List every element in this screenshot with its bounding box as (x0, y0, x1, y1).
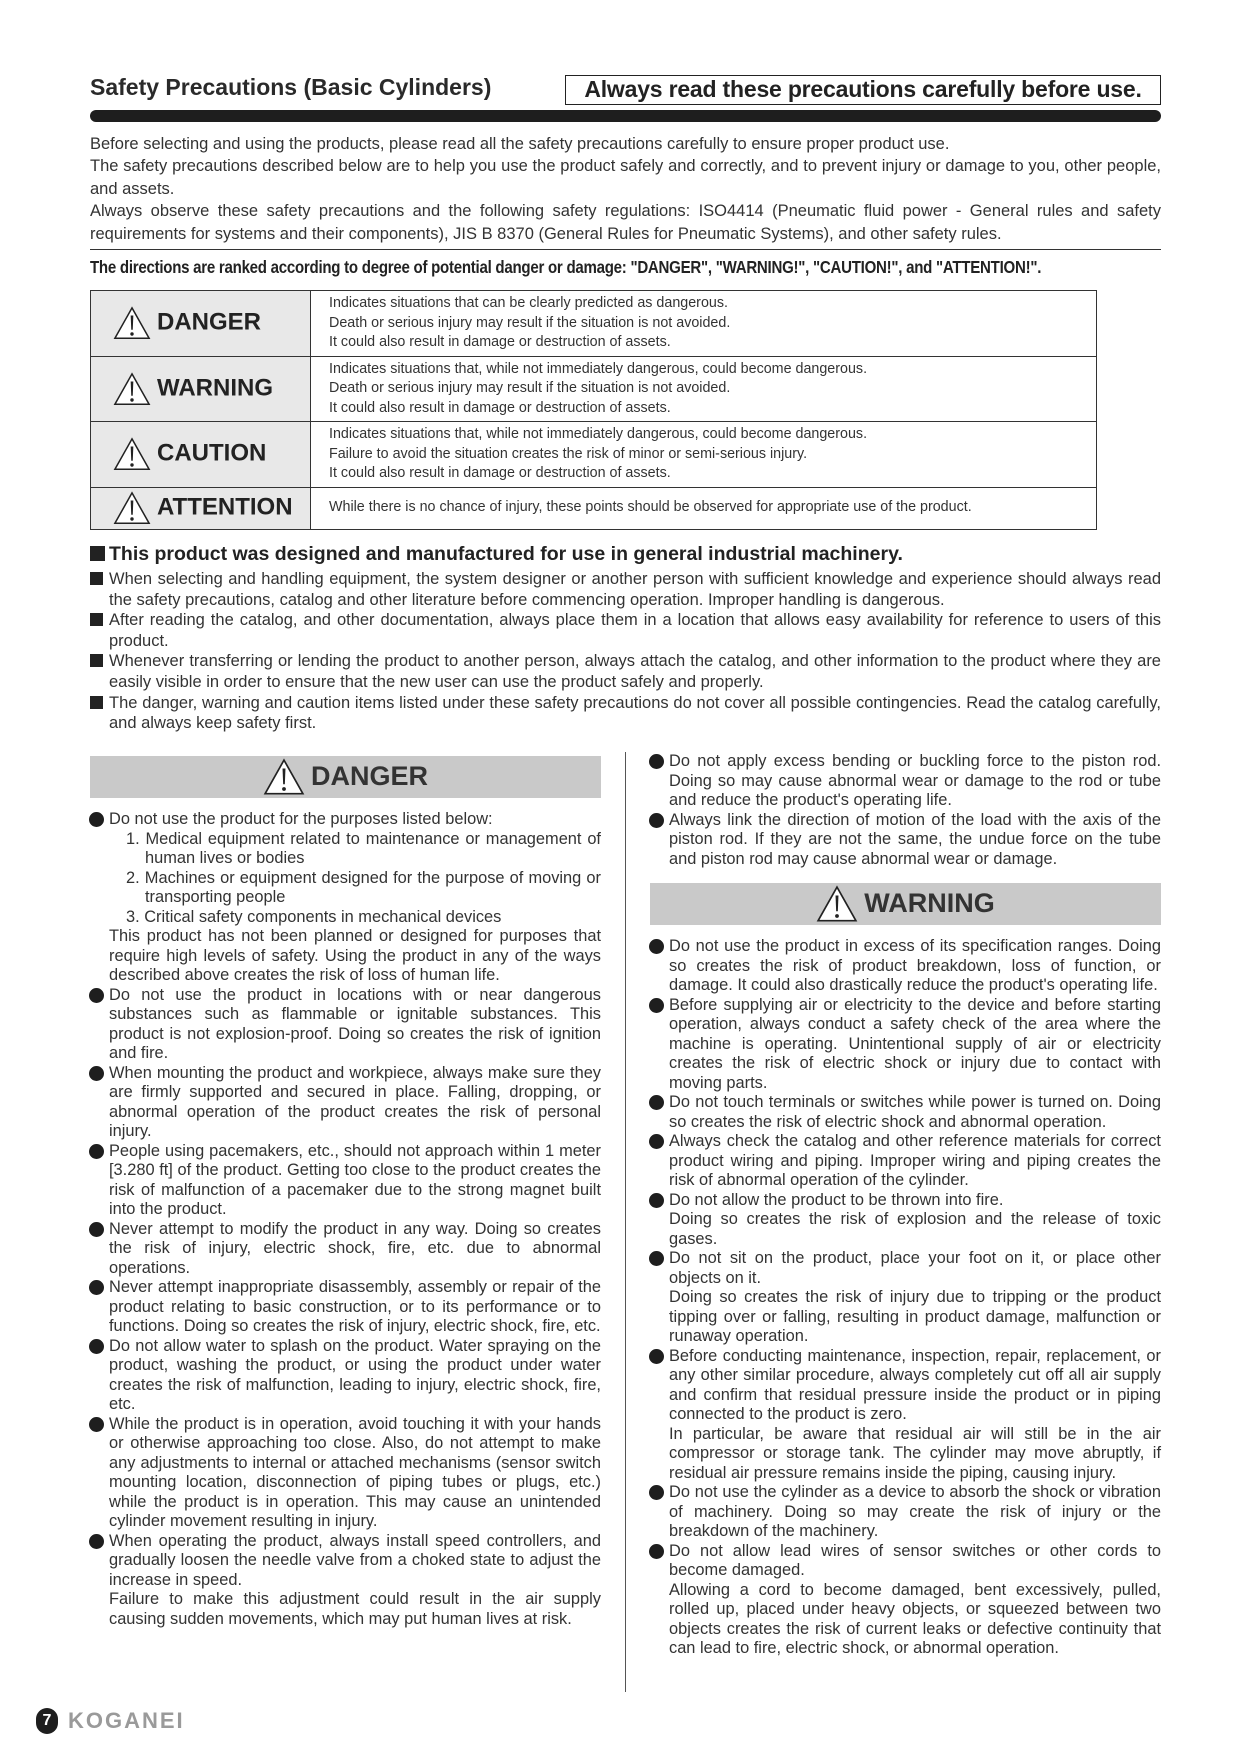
hazard-level-row (91, 422, 1097, 488)
round-bullet-icon (649, 998, 664, 1013)
round-bullet-icon (649, 1193, 664, 1208)
intro-paragraph: The safety precautions described below are to help you use the product safely and correctly, and to prevent injury or damage to you, other people, and assets. (90, 157, 1161, 198)
round-bullet-icon (649, 1349, 664, 1364)
hazard-level-description: While there is no chance of injury, these points should be observed for appropriate use of the product. (311, 487, 1097, 529)
precaution-item: Do not allow water to splash on the product. Water spraying on the product, washing the product, or using the product under water creates the risk of malfunction, leading to injury, electric shock, fire, etc. (90, 1337, 601, 1415)
precaution-item: Always check the catalog and other reference materials for correct product wiring and piping. Improper wiring and piping creates the risk of abnormal operation of the cylinder. (650, 1132, 1161, 1191)
danger-section-header: DANGER (90, 756, 601, 798)
round-bullet-icon (89, 1417, 104, 1432)
column-divider (625, 752, 626, 1692)
precaution-item: Do not allow lead wires of sensor switches or other cords to become damaged. Allowing a cord to become damaged, bent excessively, pulled, rolled up, placed under heavy objects, or squeezed between two objects creates the risk of current leaks or defective continuity that can lead to fire, electric shock, or abnormal operation. (650, 1542, 1161, 1659)
intro-text (90, 133, 1161, 245)
round-bullet-icon (649, 939, 664, 954)
round-bullet-icon (89, 1222, 104, 1237)
round-bullet-icon (89, 1066, 104, 1081)
hazard-level-label: WARNING (91, 356, 311, 422)
round-bullet-icon (89, 812, 104, 827)
hazard-level-description: Indicates situations that, while not immediately dangerous, could become dangerous. Failure to avoid the situation creates the risk of minor or semi-serious injury. It could also result in damage or destruction of assets. (311, 422, 1097, 488)
hazard-level-description: Indicates situations that, while not immediately dangerous, could become dangerous. Death or serious injury may result if the situation is not avoided. It could also result in damage or destruction of assets. (311, 356, 1097, 422)
right-column (650, 752, 1161, 1659)
hazard-level-label: ATTENTION (91, 487, 311, 529)
precaution-item: Always link the direction of motion of the load with the axis of the piston rod. If they are not the same, the undue force on the tube and piston rod may cause abnormal wear or damage. (650, 811, 1161, 870)
warning-triangle-icon (113, 437, 151, 471)
hazard-level-description: Indicates situations that can be clearly predicted as dangerous. Death or serious injury may result if the situation is not avoided. It could also result in damage or destruction of assets. (311, 291, 1097, 357)
left-column (90, 752, 601, 1629)
footer (36, 1708, 185, 1734)
warning-triangle-icon (263, 758, 305, 796)
intro-paragraph: Always observe these safety precautions and the following safety regulations: ISO4414 (Pneumatic fluid power - General rules and safety requirements for systems and their components), JIS B 8370 (General Rules for Pneumatic Systems), and other safety rules. (90, 202, 1161, 243)
precaution-item: Do not touch terminals or switches while power is turned on. Doing so creates the risk of electric shock and abnormal operation. (650, 1093, 1161, 1132)
koganei-logo: KOGANEI (68, 1708, 185, 1733)
ranking-statement: The directions are ranked according to degree of potential danger or damage: "DANGER", "WARNING!", "CAUTION!", and "ATTENTION!". (90, 257, 1042, 277)
square-bullet-icon (90, 546, 105, 561)
list-item: Whenever transferring or lending the product to another person, always attach the catalog, and other information to the product where they are easily visible in order to ensure that the new user can use the product safely and properly. (90, 651, 1161, 692)
hazard-level-row (91, 356, 1097, 422)
round-bullet-icon (649, 1544, 664, 1559)
round-bullet-icon (89, 1534, 104, 1549)
precaution-item: Do not use the product in locations with or near dangerous substances such as flammable or ignitable substances. This product is not explosion-proof. Doing so creates the risk of ignition and fire. (90, 986, 601, 1064)
precaution-item: Do not use the product in excess of its specification ranges. Doing so creates the risk of product breakdown, loss of function, or damage. It could also drastically reduce the product's operating life. (650, 937, 1161, 996)
precaution-item: Do not allow the product to be thrown into fire. Doing so creates the risk of explosion and the release of toxic gases. (650, 1191, 1161, 1250)
round-bullet-icon (649, 1485, 664, 1500)
read-precautions-notice: Always read these precautions carefully before use. (565, 75, 1161, 105)
round-bullet-icon (649, 1095, 664, 1110)
square-bullet-icon (90, 696, 103, 709)
round-bullet-icon (649, 1251, 664, 1266)
list-item: When selecting and handling equipment, the system designer or another person with sufficient knowledge and experience should always read the safety precautions, catalog and other literature before commencing operation. Improper handling is dangerous. (90, 569, 1161, 610)
square-bullet-icon (90, 572, 103, 585)
hazard-level-label: DANGER (91, 291, 311, 357)
precaution-item: When mounting the product and workpiece, always make sure they are firmly supported and secured in place. Falling, dropping, or abnormal operation of the product creates the risk of personal injury. (90, 1064, 601, 1142)
precaution-item: Do not apply excess bending or buckling force to the piston rod. Doing so may cause abnormal wear or damage to the rod or tube and reduce the product's operating life. (650, 752, 1161, 811)
round-bullet-icon (89, 1144, 104, 1159)
warning-triangle-icon (113, 372, 151, 406)
warning-triangle-icon (816, 885, 858, 923)
page-title: Safety Precautions (Basic Cylinders) (90, 74, 492, 100)
general-bullets (90, 569, 1161, 734)
intro-paragraph: Before selecting and using the products, please read all the safety precautions carefully to ensure proper product use. (90, 135, 950, 153)
hazard-level-row (91, 291, 1097, 357)
hazard-level-label: CAUTION (91, 422, 311, 488)
precaution-item: People using pacemakers, etc., should not approach within 1 meter [3.280 ft] of the product. Getting too close to the product creates the risk of malfunction of a pacemaker due to the strong magnet built into the product. (90, 1142, 601, 1220)
hazard-level-row (91, 487, 1097, 529)
precaution-item: Never attempt inappropriate disassembly, assembly or repair of the product relating to basic construction, or to its performance or to functions. Doing so creates the risk of injury, electric shock, fire, etc. (90, 1278, 601, 1337)
warning-triangle-icon (113, 491, 151, 525)
precaution-item: When operating the product, always install speed controllers, and gradually loosen the needle valve from a choked state to adjust the increase in speed. Failure to make this adjustment could result in the air supply causing sudden movements, which may put human lives at risk. (90, 1532, 601, 1630)
precaution-item: Before conducting maintenance, inspection, repair, replacement, or any other similar procedure, always completely cut off all air supply and confirm that residual pressure inside the product or in piping connected to the product is zero. In particular, be aware that residual air will still be in the air compressor or storage tank. The cylinder may move abruptly, if residual air pressure remains inside the piping, causing injury. (650, 1347, 1161, 1484)
precaution-item: Do not sit on the product, place your foot on it, or place other objects on it. Doing so creates the risk of injury due to tripping or the product tipping over or falling, resulting in product damage, malfunction or runaway operation. (650, 1249, 1161, 1347)
round-bullet-icon (89, 1339, 104, 1354)
hazard-level-table (90, 290, 1097, 530)
precaution-item: Never attempt to modify the product in any way. Doing so creates the risk of injury, electric shock, fire, etc. due to abnormal operations. (90, 1220, 601, 1279)
precaution-item: While the product is in operation, avoid touching it with your hands or otherwise approaching too close. Also, do not attempt to make any adjustments to internal or attached mechanisms (sensor switch mounting location, disconnection of piping tubes or plugs, etc.) while the product is in operation. This may cause an unintended cylinder movement resulting in injury. (90, 1415, 601, 1532)
divider (90, 249, 1161, 250)
warning-triangle-icon (113, 306, 151, 340)
list-item: After reading the catalog, and other documentation, always place them in a location that allows easy availability for reference to users of this product. (90, 610, 1161, 651)
list-item: The danger, warning and caution items listed under these safety precautions do not cover all possible contingencies. Read the catalog carefully, and always keep safety first. (90, 693, 1161, 734)
round-bullet-icon (649, 1134, 664, 1149)
header-bar (90, 110, 1161, 122)
round-bullet-icon (649, 754, 664, 769)
precaution-item: Do not use the cylinder as a device to absorb the shock or vibration of machinery. Doing so may create the risk of injury or the breakdown of the machinery. (650, 1483, 1161, 1542)
precaution-item: Before supplying air or electricity to the device and before starting operation, always conduct a safety check of the area where the machine is operating. Unintentional supply of air or electricity creates the risk of electric shock or injury due to contact with moving parts. (650, 996, 1161, 1094)
page-number: 7 (36, 1708, 58, 1734)
square-bullet-icon (90, 654, 103, 667)
round-bullet-icon (89, 988, 104, 1003)
round-bullet-icon (89, 1280, 104, 1295)
section-heading: This product was designed and manufactured for use in general industrial machinery. (90, 543, 903, 566)
precaution-item: Do not use the product for the purposes listed below: 1. Medical equipment related to maintenance or management of human lives or bodies 2. Machines or equipment designed for the purpose of moving or transporting people 3. Critical safety components in mechanical devices This product has not been planned or designed for purposes that require high levels of safety. Using the product in any of the ways described above creates the risk of loss of human life. (90, 810, 601, 986)
square-bullet-icon (90, 613, 103, 626)
warning-section-header: WARNING (650, 883, 1161, 925)
round-bullet-icon (649, 813, 664, 828)
